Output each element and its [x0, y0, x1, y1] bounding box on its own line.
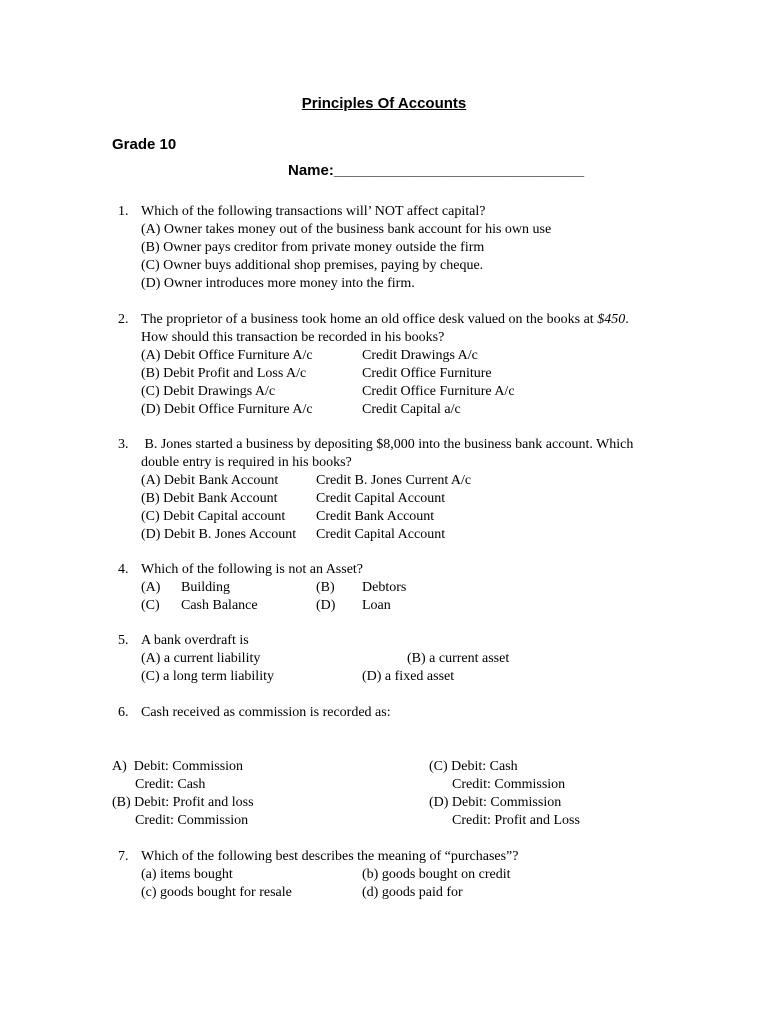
- question-number: 3.: [118, 437, 129, 452]
- option-c: (c) goods bought for resale: [141, 885, 292, 900]
- option-b: (B) Owner pays creditor from private money outside the firm: [141, 240, 485, 255]
- option-d-debit: (D) Debit B. Jones Account: [141, 527, 297, 542]
- option-c: (C) Owner buys additional shop premises, paying by cheque.: [141, 258, 484, 273]
- question-text: Which of the following is not an Asset?: [141, 562, 364, 577]
- option-d-debit: (D) Debit: Commission: [429, 795, 562, 810]
- option-b-debit: (B) Debit Profit and Loss A/c: [141, 366, 307, 381]
- option-d: (D) Owner introduces more money into the firm.: [141, 276, 415, 291]
- option-b-credit: Credit: Commission: [135, 813, 249, 828]
- option-d-credit: Credit Capital a/c: [362, 402, 461, 417]
- option-a: (a) items bought: [141, 867, 233, 882]
- option-d: (D) a fixed asset: [362, 669, 455, 684]
- name-field: Name:______________________________: [288, 162, 585, 179]
- question-number: 7.: [118, 849, 129, 864]
- option-d: (d) goods paid for: [362, 885, 463, 900]
- option-c: (C) a long term liability: [141, 669, 274, 684]
- question-number: 1.: [118, 204, 129, 219]
- option-a-credit: Credit: Cash: [135, 777, 206, 792]
- question-number: 2.: [118, 312, 129, 327]
- option-c-credit: Credit Bank Account: [316, 509, 435, 524]
- question-text: Cash received as commission is recorded as:: [141, 705, 391, 720]
- option-d-text: Loan: [362, 598, 391, 613]
- question-number: 4.: [118, 562, 129, 577]
- option-d-debit: (D) Debit Office Furniture A/c: [141, 402, 313, 417]
- option-a-debit: (A) Debit Bank Account: [141, 473, 279, 488]
- option-b-text: Debtors: [362, 580, 407, 595]
- option-c-letter: (C): [141, 598, 160, 613]
- option-a-text: Building: [181, 580, 231, 595]
- option-a-debit: A) Debit: Commission: [112, 759, 244, 774]
- question-text: Which of the following best describes the meaning of “purchases”?: [141, 849, 519, 864]
- option-c-credit: Credit: Commission: [452, 777, 566, 792]
- option-a-debit: (A) Debit Office Furniture A/c: [141, 348, 313, 363]
- option-a: (A) Owner takes money out of the business bank account for his own use: [141, 222, 552, 237]
- question-text: B. Jones started a business by depositing $8,000 into the business bank account. Which: [141, 437, 634, 452]
- question-text-line2: How should this transaction be recorded in his books?: [141, 330, 445, 345]
- question-text-line2: double entry is required in his books?: [141, 455, 352, 470]
- option-c-debit: (C) Debit Drawings A/c: [141, 384, 276, 399]
- option-d-credit: Credit: Profit and Loss: [452, 813, 580, 828]
- option-c-debit: (C) Debit: Cash: [429, 759, 518, 774]
- grade-label: Grade 10: [112, 136, 177, 153]
- question-text: A bank overdraft is: [141, 633, 249, 648]
- amount-value: $450: [597, 312, 626, 327]
- question-text: Which of the following transactions will’ NOT affect capital?: [141, 204, 486, 219]
- question-number: 5.: [118, 633, 129, 648]
- page-title: Principles Of Accounts: [301, 95, 467, 112]
- option-d-credit: Credit Capital Account: [316, 527, 446, 542]
- option-c-debit: (C) Debit Capital account: [141, 509, 286, 524]
- option-b-credit: Credit Office Furniture: [362, 366, 492, 381]
- option-b-debit: (B) Debit Bank Account: [141, 491, 278, 506]
- option-d-letter: (D): [316, 598, 336, 613]
- option-c-text: Cash Balance: [181, 598, 258, 613]
- option-a-credit: Credit Drawings A/c: [362, 348, 478, 363]
- option-b: (b) goods bought on credit: [362, 867, 511, 882]
- option-b: (B) a current asset: [407, 651, 510, 666]
- option-b-credit: Credit Capital Account: [316, 491, 446, 506]
- option-a-letter: (A): [141, 580, 161, 595]
- option-b-letter: (B): [316, 580, 335, 595]
- question-text: The proprietor of a business took home an old office desk valued on the books at $450.: [141, 312, 629, 327]
- option-b-debit: (B) Debit: Profit and loss: [112, 795, 254, 810]
- question-number: 6.: [118, 705, 129, 720]
- option-a: (A) a current liability: [141, 651, 261, 666]
- option-a-credit: Credit B. Jones Current A/c: [316, 473, 472, 488]
- option-c-credit: Credit Office Furniture A/c: [362, 384, 515, 399]
